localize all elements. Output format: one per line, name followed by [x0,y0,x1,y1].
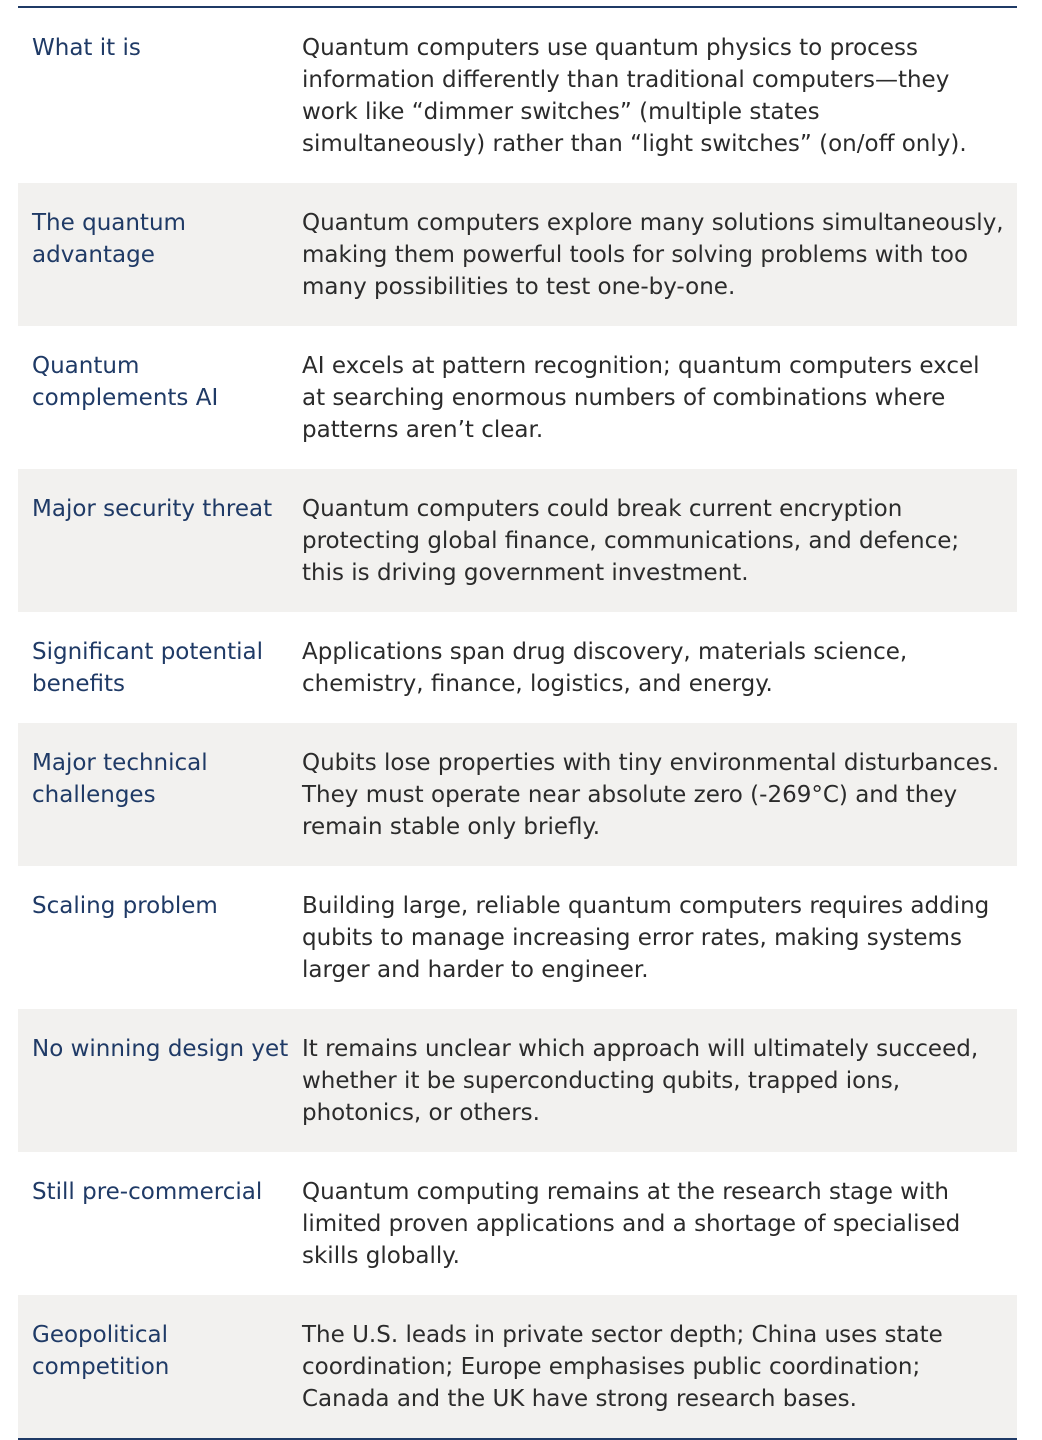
row-description: Qubits lose properties with tiny environmental disturbances. They must operate near absolute zero (-269°C) and they remain stable only briefly. [302,750,1000,840]
table-row [18,8,1017,183]
row-label: Major security threat [32,496,273,522]
row-description: Applications span drug discovery, materials science, chemistry, finance, logistics, and energy. [302,639,908,697]
row-label: What it is [32,35,141,61]
row-label: Geopolitical competition [32,1322,170,1380]
summary-table [18,0,1017,1440]
table-row [18,1009,1017,1152]
row-label: The quantum advantage [32,210,186,268]
table-row [18,469,1017,612]
row-label: Major technical challenges [32,750,208,808]
table-row [18,183,1017,326]
row-description: Quantum computing remains at the research stage with limited proven applications and a shortage of specialised skills globally. [302,1179,961,1269]
row-label: Significant potential benefits [32,639,263,697]
table-row [18,866,1017,1009]
row-description: Quantum computers use quantum physics to process information differently than traditional computers—they work like “dimmer switches” (multiple states simultaneously) rather than “light switches” (on/off only). [302,35,967,157]
row-label: Still pre-commercial [32,1179,263,1205]
row-description: AI excels at pattern recognition; quantum computers excel at searching enormous numbers of combinations where patterns aren’t clear. [302,353,980,443]
table-row [18,612,1017,723]
row-description: Building large, reliable quantum computers requires adding qubits to manage increasing error rates, making systems larger and harder to engineer. [302,893,990,983]
row-description: Quantum computers could break current encryption protecting global finance, communications, and defence; this is driving government investment. [302,496,960,586]
row-description: The U.S. leads in private sector depth; China uses state coordination; Europe emphasises public coordination; Canada and the UK have strong research bases. [302,1322,943,1412]
row-label: No winning design yet [32,1036,289,1062]
row-label: Quantum complements AI [32,353,219,411]
table-row [18,723,1017,866]
row-label: Scaling problem [32,893,218,919]
row-description: It remains unclear which approach will ultimately succeed, whether it be superconducting qubits, trapped ions, photonics, or others. [302,1036,979,1126]
table-row [18,1152,1017,1295]
row-description: Quantum computers explore many solutions simultaneously, making them powerful tools for solving problems with too many possibilities to test one-by-one. [302,210,1004,300]
table-row [18,1295,1017,1438]
table-row [18,326,1017,469]
